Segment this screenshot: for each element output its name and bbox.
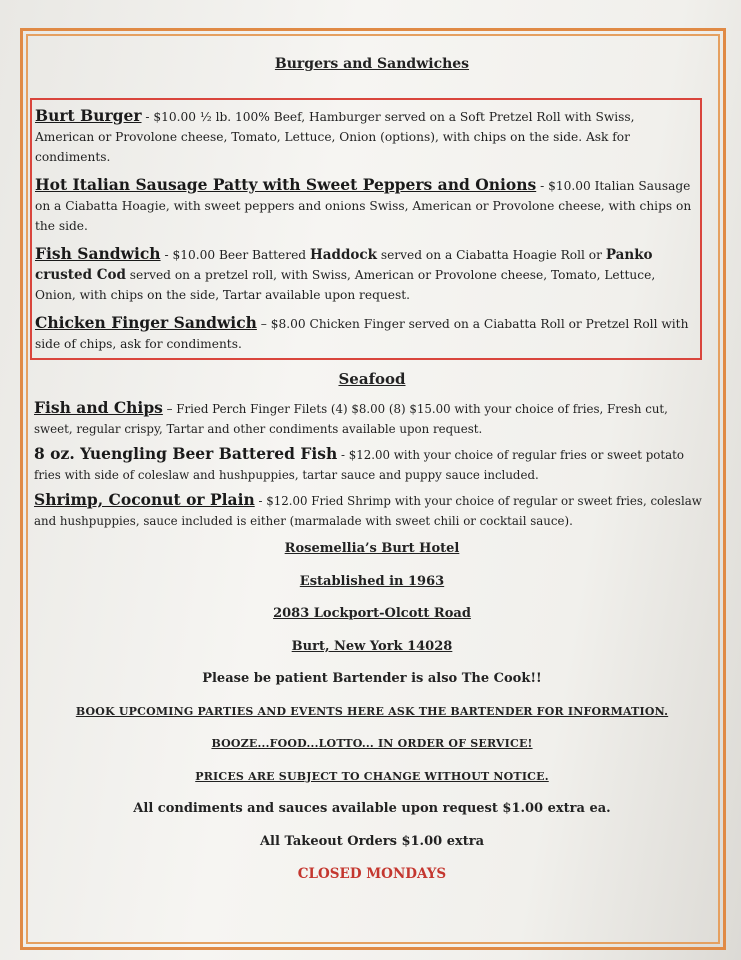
item-name: Shrimp, Coconut or Plain — [34, 490, 255, 509]
menu-item-chicken-finger — [35, 313, 696, 354]
item-name: Chicken Finger Sandwich — [35, 313, 257, 332]
menu-item-burt-burger — [35, 106, 696, 167]
street-address: 2083 Lockport-Olcott Road — [273, 606, 471, 621]
item-name: 8 oz. Yuengling Beer Battered Fish — [34, 444, 338, 463]
patient-notice: Please be patient Bartender is also The Cook!! — [202, 671, 542, 686]
seafood-heading: Seafood — [338, 370, 406, 388]
prices-notice: PRICES ARE SUBJECT TO CHANGE WITHOUT NOTICE. — [195, 769, 549, 783]
item-desc: - $12.00 Fried Shrimp with your choice of regular or sweet fries, coleslaw and hushpuppies, sauce included is either (marmalade with sweet chili or cocktail sauce). — [34, 494, 702, 528]
item-name: Burt Burger — [35, 106, 142, 125]
item-bold-cod: Panko crusted Cod — [35, 247, 653, 283]
item-name: Hot Italian Sausage Patty with Sweet Peppers and Onions — [35, 175, 537, 194]
hotel-name: Rosemellia’s Burt Hotel — [284, 541, 460, 556]
closed-mondays-notice: CLOSED MONDAYS — [297, 866, 447, 882]
menu-item-italian-sausage — [35, 175, 696, 236]
hotel-info — [34, 536, 710, 894]
item-desc: - $10.00 ½ lb. 100% Beef, Hamburger served on a Soft Pretzel Roll with Swiss, American or Provolone cheese, Tomato, Lettuce, Onion (options), with chips on the side. Ask for condiments. — [35, 110, 635, 164]
book-parties-notice: BOOK UPCOMING PARTIES AND EVENTS HERE ASK THE BARTENDER FOR INFORMATION. — [75, 704, 669, 718]
item-name: Fish and Chips — [34, 398, 163, 417]
menu-item-fish-sandwich — [35, 244, 696, 305]
menu-item-fish-and-chips — [34, 398, 710, 439]
item-desc: – Fried Perch Finger Filets (4) $8.00 (8) $15.00 with your choice of fries, Fresh cut, sweet, regular crispy, Tartar and other condiments available upon request. — [34, 402, 668, 436]
menu-item-yuengling-fish — [34, 444, 710, 485]
seafood-list — [34, 398, 710, 531]
item-desc: – $8.00 Chicken Finger served on a Ciabatta Roll or Pretzel Roll with side of chips, ask for condiments. — [35, 317, 689, 351]
burgers-box — [30, 98, 702, 360]
item-desc-c: served on a pretzel roll, with Swiss, American or Provolone cheese, Tomato, Lettuce, Onion, with chips on the side, Tartar available upon request. — [35, 268, 656, 302]
booze-food-lotto-notice: BOOZE...FOOD...LOTTO... IN ORDER OF SERVICE! — [211, 737, 533, 750]
burgers-heading: Burgers and Sandwiches — [274, 56, 470, 72]
city-address: Burt, New York 14028 — [291, 638, 453, 654]
item-desc: - $10.00 Italian Sausage on a Ciabatta Hoagie, with sweet peppers and onions Swiss, American or Provolone cheese, with chips on the side. — [35, 179, 692, 233]
item-desc: - $12.00 with your choice of regular fries or sweet potato fries with side of coleslaw and hushpuppies, tartar sauce and puppy sauce included. — [34, 448, 684, 482]
menu-content — [34, 42, 710, 894]
item-bold-haddock: Haddock — [310, 247, 377, 263]
item-name: Fish Sandwich — [35, 244, 161, 263]
item-desc-a: - $10.00 Beer Battered — [160, 248, 310, 262]
takeout-notice: All Takeout Orders $1.00 extra — [259, 833, 485, 849]
condiments-notice: All condiments and sauces available upon request $1.00 extra ea. — [133, 801, 611, 816]
menu-item-shrimp — [34, 490, 710, 531]
established-line: Established in 1963 — [299, 573, 445, 589]
item-desc-b: served on a Ciabatta Hoagie Roll or — [376, 248, 606, 262]
